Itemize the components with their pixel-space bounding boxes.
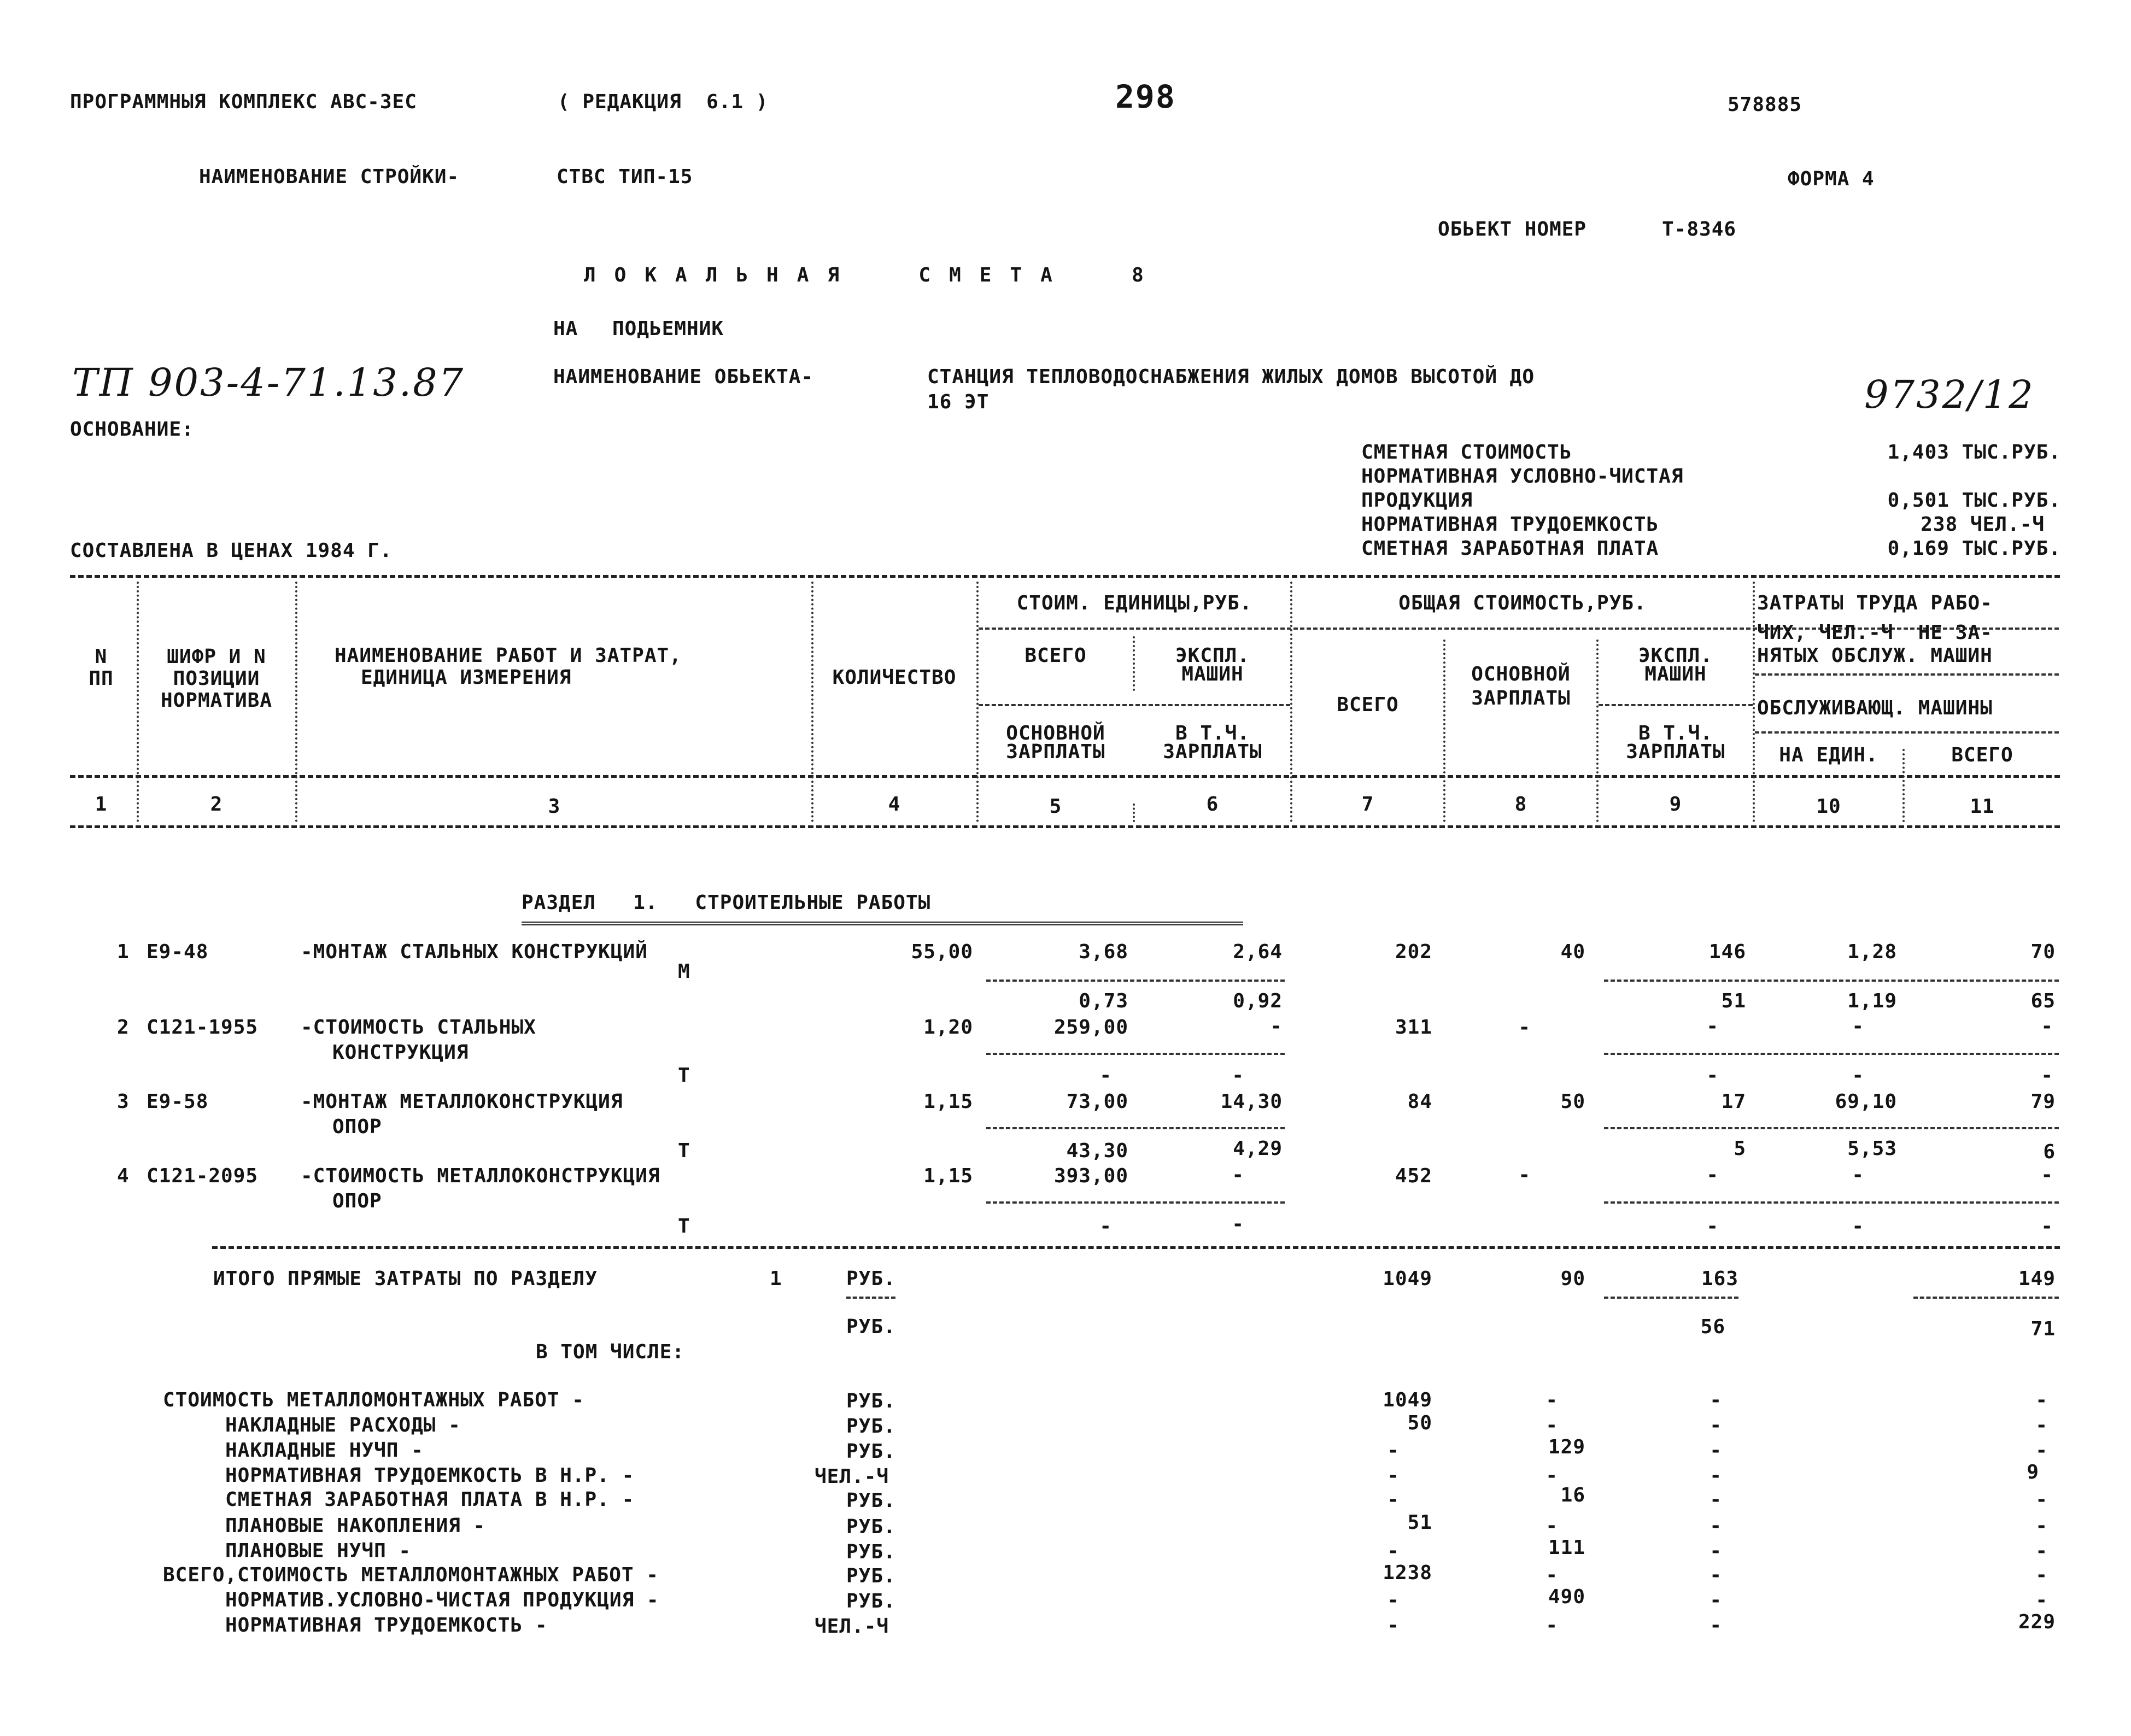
- row-labor-unit: 1,28: [1847, 941, 1897, 963]
- row-subrule: [986, 1201, 1285, 1204]
- column-divider: [811, 582, 813, 822]
- summary-label: СМЕТНАЯ СТОИМОСТЬ: [1361, 441, 1572, 464]
- row-unit-incl-wage: 0,92: [1233, 990, 1283, 1012]
- row-unit-incl-wage: -: [1232, 1213, 1244, 1235]
- row-unit-wage: 43,30: [1066, 1140, 1128, 1162]
- col-code-header: НОРМАТИВА: [160, 689, 273, 712]
- column-number: 11: [1970, 795, 1995, 818]
- breakdown-label: ВСЕГО,СТОИМОСТЬ МЕТАЛЛОМОНТАЖНЫХ РАБОТ -: [163, 1564, 659, 1586]
- breakdown-labor: -: [2035, 1515, 2048, 1537]
- breakdown-wage: -: [1545, 1614, 1558, 1637]
- row-name: -СТОИМОСТЬ СТАЛЬНЫХ: [301, 1016, 536, 1039]
- col-total-incl-wage-header: В Т.Ч.: [1638, 722, 1713, 744]
- col-unit-cost-header: СТОИМ. ЕДИНИЦЫ,РУБ.: [1016, 592, 1252, 614]
- row-labor-total-mach: -: [2041, 1064, 2053, 1087]
- row-labor-total: 79: [2030, 1090, 2056, 1113]
- breakdown-unit: РУБ.: [846, 1516, 896, 1538]
- breakdown-mach: -: [1710, 1515, 1722, 1537]
- row-labor-unit-mach: 1,19: [1847, 990, 1897, 1012]
- breakdown-wage: -: [1545, 1564, 1558, 1586]
- breakdown-unit: РУБ.: [846, 1565, 896, 1587]
- breakdown-total: 1049: [1383, 1389, 1432, 1411]
- col-code-header: ПОЗИЦИИ: [173, 667, 260, 690]
- row-total: 452: [1395, 1165, 1432, 1187]
- object-name-label: НАИМЕНОВАНИЕ ОБЬЕКТА-: [553, 366, 814, 388]
- header-subrule: [979, 704, 1290, 706]
- column-number: 5: [1049, 795, 1062, 818]
- totals-subrule: [1604, 1297, 1738, 1299]
- column-number: 1: [95, 793, 108, 816]
- col-name-header: НАИМЕНОВАНИЕ РАБОТ И ЗАТРАТ,: [335, 644, 682, 667]
- on-value: ПОДЬЕМНИК: [612, 318, 724, 340]
- row-labor-total-mach: 65: [2030, 990, 2056, 1012]
- row-code: С121-1955: [147, 1016, 259, 1039]
- object-number-label: ОБЬЕКТ НОМЕР: [1438, 218, 1587, 241]
- row-total-wage: 50: [1560, 1090, 1585, 1113]
- breakdown-labor: -: [2035, 1414, 2048, 1436]
- summary-label: НОРМАТИВНАЯ УСЛОВНО-ЧИСТАЯ: [1361, 465, 1684, 488]
- column-number: 8: [1514, 793, 1527, 816]
- row-labor-unit-mach: -: [1852, 1064, 1864, 1087]
- row-total: 202: [1395, 941, 1432, 963]
- totals-labor: 149: [2018, 1268, 2056, 1290]
- col-unit-wage-header: ЗАРПЛАТЫ: [1006, 741, 1105, 763]
- row-qty: 55,00: [911, 941, 973, 963]
- section-end-rule: [212, 1246, 2060, 1249]
- breakdown-wage: 490: [1548, 1586, 1585, 1608]
- row-unit-mark: Т: [678, 1064, 690, 1087]
- row-unit-mach: -: [1232, 1164, 1244, 1186]
- header-subrule: [1755, 673, 2059, 676]
- totals-wage: 90: [1560, 1268, 1585, 1290]
- col-unit-incl-wage-header: ЗАРПЛАТЫ: [1163, 741, 1262, 763]
- breakdown-label: НОРМАТИВ.УСЛОВНО-ЧИСТАЯ ПРОДУКЦИЯ -: [225, 1589, 659, 1611]
- row-total-wage: 40: [1560, 941, 1585, 963]
- column-number: 10: [1816, 795, 1841, 818]
- column-number: 6: [1206, 793, 1219, 816]
- breakdown-total: -: [1387, 1464, 1400, 1487]
- basis-label: ОСНОВАНИЕ:: [70, 418, 194, 441]
- col-labor-header: ЧИХ, ЧЕЛ.-Ч НЕ ЗА-: [1757, 621, 1993, 644]
- breakdown-mach: -: [1710, 1564, 1722, 1586]
- breakdown-wage: 129: [1548, 1436, 1585, 1458]
- breakdown-labor: -: [2035, 1488, 2048, 1511]
- breakdown-total: -: [1387, 1589, 1400, 1611]
- on-label: НА: [553, 318, 578, 340]
- row-subrule: [986, 1127, 1285, 1129]
- breakdown-mach: -: [1710, 1389, 1722, 1411]
- row-number: 1: [117, 941, 130, 963]
- breakdown-label: ПЛАНОВЫЕ НУЧП -: [225, 1540, 412, 1562]
- breakdown-mach: -: [1710, 1414, 1722, 1436]
- row-unit-incl-wage: 4,29: [1233, 1137, 1283, 1160]
- breakdown-labor: -: [2035, 1389, 2048, 1411]
- program-name: ПРОГРАММНЫЯ КОМПЛЕКС АВС-ЗЕС: [70, 91, 417, 113]
- breakdown-mach: -: [1710, 1488, 1722, 1511]
- row-total: 311: [1395, 1016, 1432, 1039]
- row-name-cont: ОПОР: [332, 1116, 382, 1138]
- col-labor-total-header: ВСЕГО: [1951, 744, 2013, 766]
- document-code: 578885: [1728, 93, 1802, 116]
- totals-section-number: 1: [770, 1268, 782, 1290]
- row-labor-unit: -: [1852, 1164, 1864, 1186]
- col-labor-sub-header: ОБСЛУЖИВАЮЩ. МАШИНЫ: [1757, 697, 1993, 719]
- col-unit-mach-header: МАШИН: [1181, 663, 1244, 685]
- row-unit-total: 3,68: [1079, 941, 1128, 963]
- row-total-incl-wage: 5: [1734, 1137, 1746, 1160]
- row-qty: 1,15: [923, 1165, 973, 1187]
- document-title: ЛОКАЛЬНАЯ СМЕТА 8: [584, 264, 1162, 286]
- row-subrule: [1604, 1201, 2059, 1204]
- row-code: С121-2095: [147, 1165, 259, 1187]
- row-name-cont: КОНСТРУКЦИЯ: [332, 1041, 469, 1064]
- column-divider: [137, 582, 139, 822]
- breakdown-label: НАКЛАДНЫЕ НУЧП -: [225, 1439, 424, 1462]
- col-total-wage-header: ОСНОВНОЙ: [1471, 663, 1571, 685]
- header-subrule: [1599, 704, 1753, 706]
- row-labor-total: -: [2041, 1164, 2053, 1186]
- col-unit-total-header: ВСЕГО: [1024, 644, 1087, 667]
- col-labor-header: НЯТЫХ ОБСЛУЖ. МАШИН: [1757, 644, 1993, 667]
- breakdown-mach: -: [1710, 1540, 1722, 1562]
- header-bottom-rule: [70, 775, 2060, 778]
- row-labor-total-mach: 6: [2043, 1141, 2056, 1163]
- col-total-incl-wage-header: ЗАРПЛАТЫ: [1626, 741, 1725, 763]
- row-unit-mark: Т: [678, 1140, 690, 1162]
- row-labor-total: 70: [2030, 941, 2056, 963]
- col-code-header: ШИФР И N: [167, 646, 266, 668]
- row-code: Е9-58: [147, 1090, 209, 1113]
- handwritten-project-code: ТП 903-4-71.13.87: [72, 360, 465, 405]
- breakdown-labor: 229: [2018, 1611, 2056, 1633]
- breakdown-wage: -: [1545, 1515, 1558, 1537]
- including-label: В ТОМ ЧИСЛЕ:: [536, 1341, 685, 1363]
- row-qty: 1,20: [923, 1016, 973, 1039]
- row-subrule: [986, 980, 1285, 982]
- row-total-incl-wage: -: [1706, 1064, 1719, 1087]
- row-total-mach: 146: [1708, 941, 1746, 963]
- breakdown-mach: -: [1710, 1589, 1722, 1611]
- breakdown-label: СТОИМОСТЬ МЕТАЛЛОМОНТАЖНЫХ РАБОТ -: [163, 1389, 584, 1411]
- row-labor-unit: 69,10: [1835, 1090, 1897, 1113]
- column-divider: [1753, 582, 1755, 822]
- col-total-mach-header: ЭКСПЛ.: [1638, 644, 1713, 667]
- breakdown-mach: -: [1710, 1439, 1722, 1462]
- row-labor-unit-mach: 5,53: [1847, 1137, 1897, 1160]
- form-label: ФОРМА 4: [1788, 168, 1875, 190]
- breakdown-mach: -: [1710, 1614, 1722, 1637]
- row-total-mach: -: [1706, 1015, 1719, 1037]
- row-unit-mach: 14,30: [1220, 1090, 1283, 1113]
- handwritten-archive-number: 9732/12: [1864, 372, 2035, 417]
- site-value: СТВС ТИП-15: [557, 166, 693, 188]
- row-unit-mach: -: [1270, 1015, 1283, 1037]
- col-total-cost-header: ОБЩАЯ СТОИМОСТЬ,РУБ.: [1398, 592, 1647, 614]
- row-name: -МОНТАЖ МЕТАЛЛОКОНСТРУКЦИЯ: [301, 1090, 623, 1113]
- breakdown-total: -: [1387, 1614, 1400, 1637]
- row-code: Е9-48: [147, 941, 209, 963]
- totals-unit: РУБ.: [846, 1268, 896, 1290]
- col-unit-incl-wage-header: В Т.Ч.: [1175, 722, 1250, 744]
- program-edition: ( РЕДАКЦИЯ 6.1 ): [558, 91, 769, 113]
- breakdown-wage: -: [1545, 1464, 1558, 1487]
- table-top-rule: [70, 575, 2060, 578]
- breakdown-total: -: [1387, 1488, 1400, 1511]
- breakdown-labor: -: [2035, 1439, 2048, 1462]
- col-labor-header: ЗАТРАТЫ ТРУДА РАБО-: [1757, 592, 1993, 614]
- breakdown-unit: РУБ.: [846, 1390, 896, 1412]
- breakdown-unit: РУБ.: [846, 1590, 896, 1612]
- breakdown-unit: РУБ.: [846, 1541, 896, 1563]
- row-unit-mark: М: [678, 960, 690, 983]
- breakdown-unit: РУБ.: [846, 1440, 896, 1463]
- totals-mach: 163: [1701, 1268, 1738, 1290]
- breakdown-wage: 16: [1560, 1484, 1585, 1506]
- breakdown-mach: -: [1710, 1464, 1722, 1487]
- breakdown-unit: РУБ.: [846, 1415, 896, 1438]
- row-unit-mark: Т: [678, 1215, 690, 1238]
- breakdown-label: НОРМАТИВНАЯ ТРУДОЕМКОСТЬ -: [225, 1614, 548, 1637]
- summary-value: 0,169 ТЫС.РУБ.: [1887, 537, 2061, 560]
- page-number: 298: [1115, 78, 1176, 115]
- col-unit-wage-header: ОСНОВНОЙ: [1006, 722, 1105, 744]
- column-divider: [976, 582, 979, 822]
- summary-value: 0,501 ТЫС.РУБ.: [1887, 489, 2061, 512]
- col-labor-per-unit-header: НА ЕДИН.: [1779, 744, 1878, 766]
- totals-subrule: [1913, 1297, 2059, 1299]
- breakdown-total: 50: [1407, 1412, 1432, 1434]
- section-title: РАЗДЕЛ 1. СТРОИТЕЛЬНЫЕ РАБОТЫ: [522, 892, 931, 914]
- column-number: 3: [548, 795, 561, 818]
- numbers-bottom-rule: [70, 825, 2060, 828]
- object-number: Т-8346: [1662, 218, 1737, 241]
- row-total-mach: 17: [1721, 1090, 1746, 1113]
- col-qty-header: КОЛИЧЕСТВО: [832, 666, 957, 689]
- totals-unit: РУБ.: [846, 1316, 896, 1338]
- summary-value: 1,403 ТЫС.РУБ.: [1887, 441, 2061, 464]
- row-subrule: [986, 1053, 1285, 1055]
- breakdown-label: СМЕТНАЯ ЗАРАБОТНАЯ ПЛАТА В Н.Р. -: [225, 1488, 635, 1511]
- row-number: 2: [117, 1016, 130, 1039]
- breakdown-wage: -: [1545, 1414, 1558, 1436]
- row-unit-mach: 2,64: [1233, 941, 1283, 963]
- section-title-underline: [522, 922, 1243, 925]
- totals-label: ИТОГО ПРЯМЫЕ ЗАТРАТЫ ПО РАЗДЕЛУ: [213, 1268, 598, 1290]
- row-subrule: [1604, 1127, 2059, 1129]
- col-total-mach-header: МАШИН: [1644, 663, 1707, 685]
- row-total-wage: -: [1518, 1016, 1531, 1039]
- breakdown-unit: ЧЕЛ.-Ч: [815, 1465, 889, 1488]
- object-name-line1: СТАНЦИЯ ТЕПЛОВОДОСНАБЖЕНИЯ ЖИЛЫХ ДОМОВ ВЫСОТОЙ ДО: [927, 366, 1535, 388]
- header-subrule: [1755, 731, 2059, 734]
- breakdown-wage: -: [1545, 1389, 1558, 1411]
- row-name: -МОНТАЖ СТАЛЬНЫХ КОНСТРУКЦИЙ: [301, 941, 648, 963]
- breakdown-labor: -: [2035, 1564, 2048, 1586]
- row-subrule: [1604, 980, 2059, 982]
- column-number: 9: [1669, 793, 1682, 816]
- prices-basis: СОСТАВЛЕНА В ЦЕНАХ 1984 Г.: [70, 539, 393, 562]
- column-number: 4: [888, 793, 901, 816]
- row-unit-wage: -: [1099, 1215, 1112, 1238]
- col-name-header: ЕДИНИЦА ИЗМЕРЕНИЯ: [361, 666, 572, 689]
- breakdown-labor: -: [2035, 1589, 2048, 1611]
- col-n-header: N: [95, 646, 108, 668]
- breakdown-label: НОРМАТИВНАЯ ТРУДОЕМКОСТЬ В Н.Р. -: [225, 1464, 635, 1487]
- breakdown-total: -: [1387, 1439, 1400, 1462]
- row-labor-total: -: [2041, 1015, 2053, 1037]
- summary-label: СМЕТНАЯ ЗАРАБОТНАЯ ПЛАТА: [1361, 537, 1659, 560]
- col-total-all-header: ВСЕГО: [1337, 694, 1399, 716]
- totals-total: 1049: [1383, 1268, 1432, 1290]
- breakdown-total: 1238: [1383, 1562, 1432, 1584]
- row-total-incl-wage: -: [1706, 1215, 1719, 1238]
- object-name-line2: 16 ЭТ: [927, 391, 990, 413]
- col-unit-mach-header: ЭКСПЛ.: [1175, 644, 1250, 667]
- breakdown-unit: РУБ.: [846, 1489, 896, 1512]
- row-subrule: [1604, 1053, 2059, 1055]
- row-name: -СТОИМОСТЬ МЕТАЛЛОКОНСТРУКЦИЯ: [301, 1165, 660, 1187]
- row-labor-total-mach: -: [2041, 1215, 2053, 1238]
- col-total-wage-header: ЗАРПЛАТЫ: [1471, 687, 1571, 709]
- row-unit-wage: 0,73: [1079, 990, 1128, 1012]
- breakdown-total: 51: [1407, 1511, 1432, 1534]
- row-unit-total: 73,00: [1066, 1090, 1128, 1113]
- column-number: 7: [1361, 793, 1374, 816]
- row-name-cont: ОПОР: [332, 1190, 382, 1212]
- row-unit-wage: -: [1099, 1064, 1112, 1087]
- row-unit-incl-wage: -: [1232, 1064, 1244, 1087]
- totals-mach-wage: 56: [1700, 1316, 1725, 1338]
- breakdown-wage: 111: [1548, 1536, 1585, 1559]
- col-n-header: ПП: [89, 667, 114, 690]
- breakdown-labor: -: [2035, 1540, 2048, 1562]
- breakdown-unit: ЧЕЛ.-Ч: [815, 1615, 889, 1638]
- row-labor-unit: -: [1852, 1015, 1864, 1037]
- column-number: 2: [210, 793, 223, 816]
- breakdown-labor: 9: [2027, 1461, 2039, 1483]
- row-number: 4: [117, 1165, 130, 1187]
- breakdown-label: НАКЛАДНЫЕ РАСХОДЫ -: [225, 1414, 461, 1436]
- site-label: НАИМЕНОВАНИЕ СТРОЙКИ-: [199, 166, 460, 188]
- breakdown-label: ПЛАНОВЫЕ НАКОПЛЕНИЯ -: [225, 1515, 486, 1537]
- summary-label: ПРОДУКЦИЯ: [1361, 489, 1473, 512]
- row-total-mach: -: [1706, 1164, 1719, 1186]
- row-unit-total: 393,00: [1053, 1165, 1128, 1187]
- breakdown-total: -: [1387, 1540, 1400, 1562]
- row-qty: 1,15: [923, 1090, 973, 1113]
- row-total-incl-wage: 51: [1721, 990, 1746, 1012]
- row-total-wage: -: [1518, 1164, 1531, 1186]
- summary-value: 238 ЧЕЛ.-Ч: [1921, 513, 2045, 536]
- totals-labor-mach: 71: [2030, 1318, 2056, 1340]
- row-unit-total: 259,00: [1053, 1016, 1128, 1039]
- row-labor-unit-mach: -: [1852, 1215, 1864, 1238]
- summary-label: НОРМАТИВНАЯ ТРУДОЕМКОСТЬ: [1361, 513, 1659, 536]
- column-divider: [295, 582, 297, 822]
- row-total: 84: [1407, 1090, 1432, 1113]
- row-number: 3: [117, 1090, 130, 1113]
- totals-subrule: [846, 1297, 895, 1299]
